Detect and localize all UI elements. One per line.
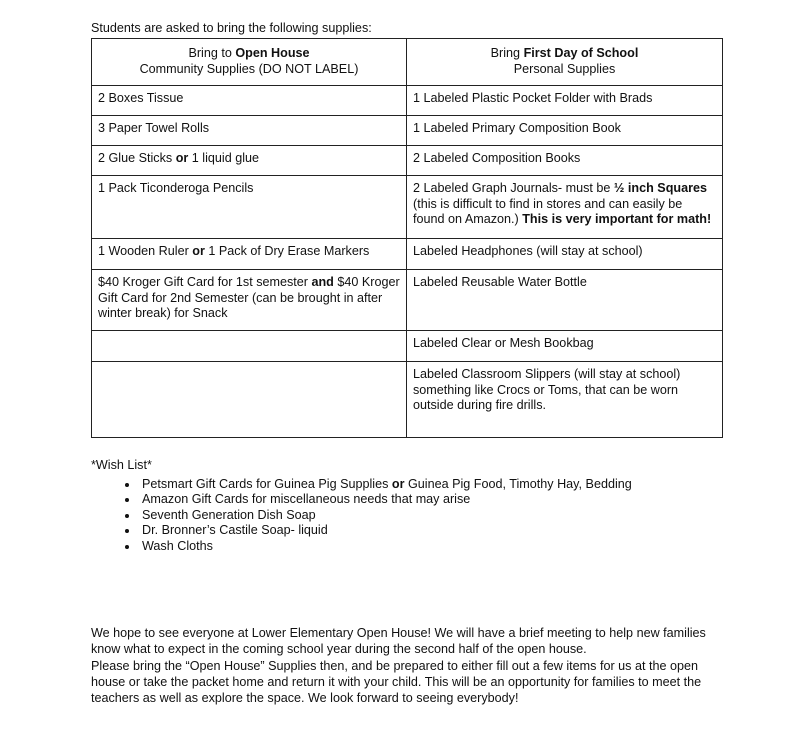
supplies-table [91, 38, 723, 438]
text-segment: $40 Kroger Gift Card for 1st semester [98, 275, 312, 289]
text-segment: 1 Labeled Plastic Pocket Folder with Brads [413, 91, 653, 105]
wish-list [91, 458, 632, 554]
text-segment: 2 Boxes Tissue [98, 91, 184, 105]
community-supply-cell [92, 331, 407, 362]
text-segment: 1 Pack of Dry Erase Markers [204, 244, 370, 258]
table-row [92, 239, 723, 270]
wish-list-title: *Wish List* [91, 458, 152, 472]
community-supply-cell [92, 270, 407, 331]
bold-text: or [192, 244, 205, 258]
text-segment: 2 Labeled Graph Journals- must be [413, 181, 614, 195]
bold-text: and [311, 275, 334, 289]
text-segment: 1 Wooden Ruler [98, 244, 193, 258]
text-segment: Personal Supplies [513, 61, 616, 76]
table-header-row [92, 39, 723, 86]
personal-supply-cell [407, 146, 723, 176]
personal-supply-cell [407, 331, 723, 362]
text-segment: 1 Labeled Primary Composition Book [413, 121, 621, 135]
text-segment: (this is difficult to find in stores and can easily be found on Amazon.) [413, 196, 683, 226]
personal-supply-cell [407, 270, 723, 331]
text-segment: Amazon Gift Cards for miscellaneous needs that may arise [142, 492, 471, 506]
closing-line-1: We hope to see everyone at Lower Elementary Open House! We will have a brief meeting to help new families know what to expect in the coming school year during the second half of the open house. [91, 626, 706, 657]
bold-text: Open House [235, 46, 310, 60]
closing-paragraph [91, 625, 731, 706]
text-segment: 1 Pack Ticonderoga Pencils [98, 181, 254, 195]
header-open-house [92, 39, 407, 86]
table-row [92, 146, 723, 176]
text-segment: Petsmart Gift Cards for Guinea Pig Supplies [142, 476, 392, 491]
table-row [92, 86, 723, 116]
intro-text: Students are asked to bring the following supplies: [91, 21, 372, 35]
wish-list-item [139, 492, 632, 508]
text-segment: Labeled Classroom Slippers (will stay at school) something like Crocs or Toms, that can be worn outside during fire drills. [413, 367, 681, 412]
text-segment: 3 Paper Towel Rolls [98, 121, 210, 135]
text-segment: Bring to [188, 46, 236, 60]
text-segment: Community Supplies (DO NOT LABEL) [139, 61, 359, 76]
text-segment: Bring [490, 46, 524, 60]
text-segment: Labeled Clear or Mesh Bookbag [413, 336, 594, 350]
wish-list-items [91, 477, 632, 555]
text-segment: 2 Labeled Composition Books [413, 151, 581, 165]
closing-line-2: Please bring the “Open House” Supplies then, and be prepared to either fill out a few items for us at the open house or take the packet home and return it with your child. This will be an opportunity for families to meet the teachers as well as explore the space. We look forward to seeing everybody! [91, 658, 702, 706]
text-segment: Guinea Pig Food, Timothy Hay, Bedding [404, 476, 632, 491]
personal-supply-cell [407, 239, 723, 270]
text-segment: Wash Cloths [142, 538, 213, 553]
community-supply-cell [92, 146, 407, 176]
wish-list-item [139, 508, 632, 524]
community-supply-cell [92, 116, 407, 146]
wish-list-item [139, 477, 632, 493]
bold-text: ½ inch Squares [613, 181, 708, 195]
table-row [92, 362, 723, 438]
personal-supply-cell [407, 86, 723, 116]
personal-supply-cell [407, 116, 723, 146]
text-segment: $40 Kroger Gift Card for 2nd Semester (can be brought in after winter break) for Snack [98, 275, 400, 320]
community-supply-cell [92, 176, 407, 239]
community-supply-cell [92, 362, 407, 438]
bold-text: or [391, 476, 405, 491]
text-segment: Dr. Bronner’s Castile Soap- liquid [142, 523, 328, 537]
text-segment: Seventh Generation Dish Soap [142, 507, 316, 522]
text-segment: 1 liquid glue [188, 151, 260, 165]
text-segment: Labeled Reusable Water Bottle [413, 275, 587, 289]
bold-text: or [175, 151, 189, 165]
bold-text: First Day of School [523, 46, 639, 60]
text-segment: 2 Glue Sticks [98, 151, 176, 165]
personal-supply-cell [407, 176, 723, 239]
table-row [92, 270, 723, 331]
text-segment: Labeled Headphones (will stay at school) [413, 244, 643, 258]
wish-list-item [139, 539, 632, 555]
wish-list-item [139, 523, 632, 539]
bold-text: This is very important for math! [522, 212, 712, 226]
table-row [92, 176, 723, 239]
table-row [92, 331, 723, 362]
header-first-day [407, 39, 723, 86]
table-row [92, 116, 723, 146]
community-supply-cell [92, 239, 407, 270]
community-supply-cell [92, 86, 407, 116]
personal-supply-cell [407, 362, 723, 438]
